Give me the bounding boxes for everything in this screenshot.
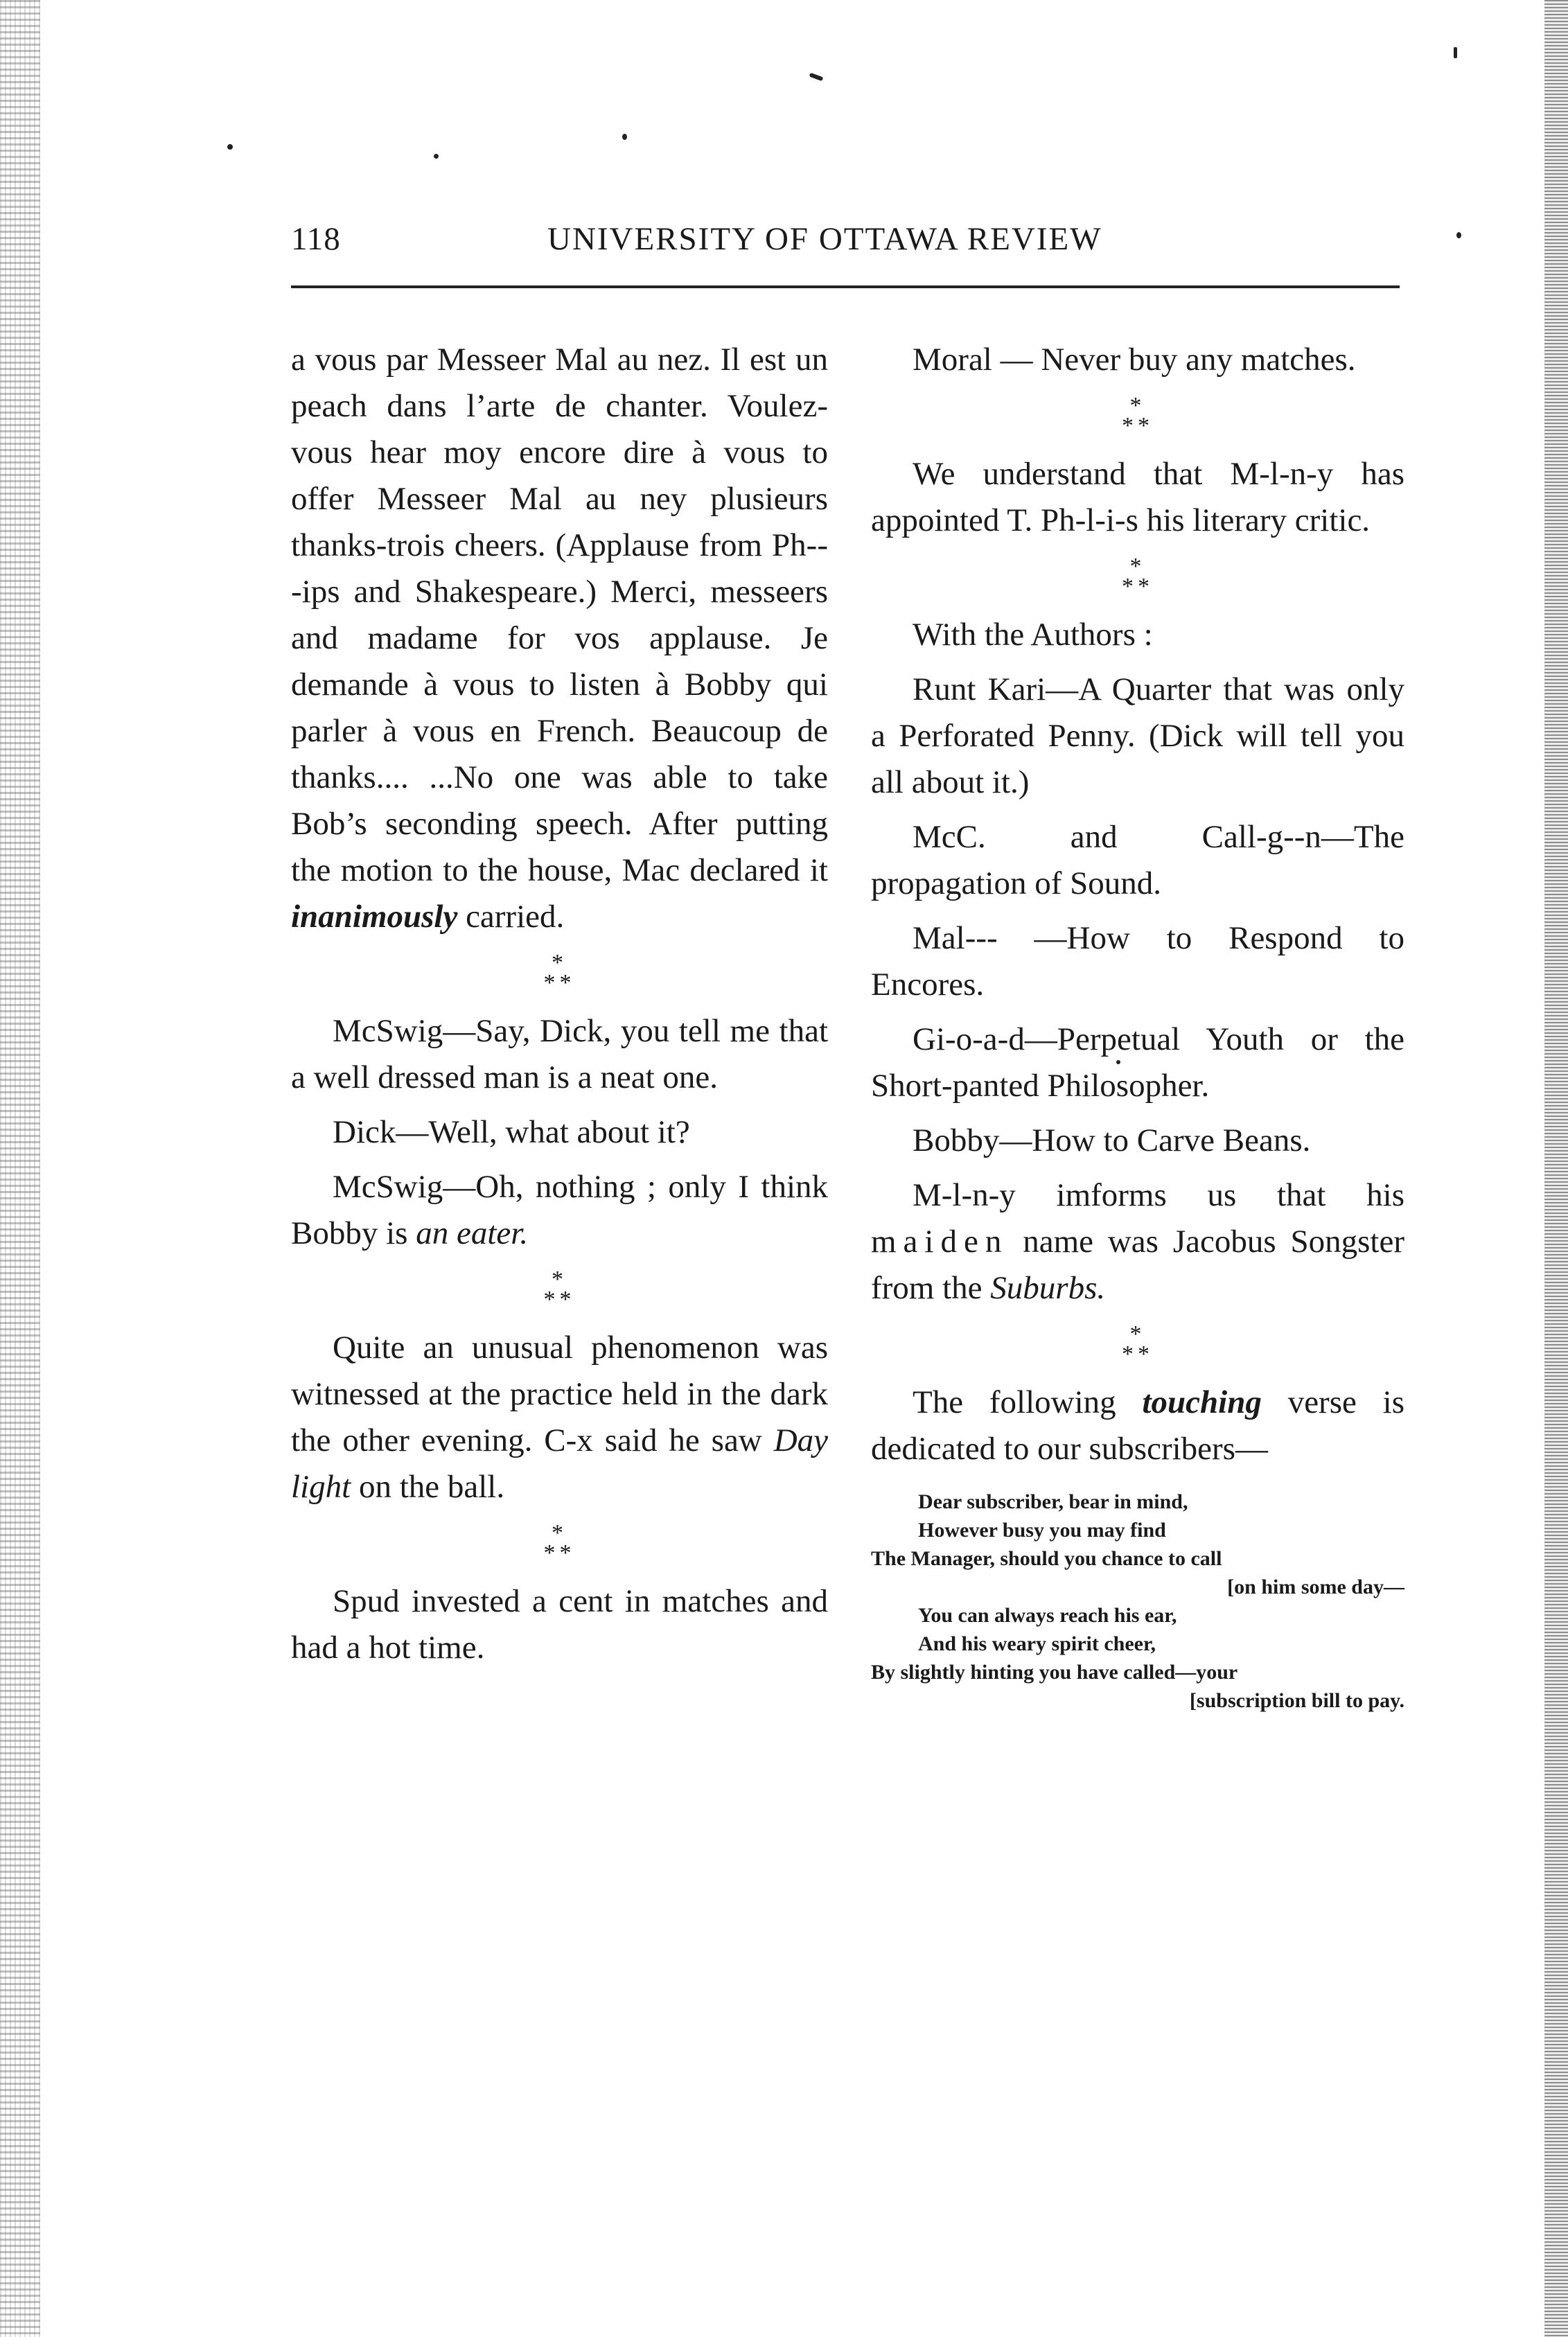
scan-speck <box>1456 232 1461 238</box>
page-number: 118 <box>291 221 341 257</box>
paragraph: Runt Kari—A Quarter that was only a Perforated Penny. (Dick will tell you all about it.) <box>871 671 1404 800</box>
section-separator: * ** <box>1122 393 1154 439</box>
emphasis: Day light <box>291 1422 829 1505</box>
paragraph: Mal--- —How to Respond to Encores. <box>871 920 1404 1003</box>
paragraph: The following touching verse is dedicated to our subscribers— <box>871 1384 1405 1467</box>
right-column <box>871 337 1404 1715</box>
scan-speck <box>809 73 824 81</box>
paragraph: Gi-o-a-d—Perpetual Youth or the Short-panted Philosopher. <box>871 1021 1404 1104</box>
paragraph: M-l-n-y imforms us that his maiden name was Jacobus Songster from the Suburbs. <box>871 1177 1404 1306</box>
scan-speck <box>622 134 627 140</box>
scan-speck <box>227 144 233 150</box>
scan-speck <box>1454 47 1457 58</box>
scanned-right-edge <box>1544 0 1568 2337</box>
section-separator: * ** <box>543 950 576 996</box>
paragraph: a vous par Messeer Mal au nez. Il est un peach dans l’arte de chanter. Voulez-vous hear moy encore dire à vous to offer Messeer Mal au ney plusieurs thanks-trois cheers. (Applause from Ph---ips and Shakespeare.) Merci, messeers and madame for vos applause. Je demande à vous to listen à Bobby qui parler à vous en French. Beaucoup de thanks.... ...No one was able to take Bob’s seconding speech. After putting the motion to the house, Mac declared it inanimously carried. <box>291 342 828 935</box>
header-rule <box>291 285 1400 288</box>
scanned-left-edge <box>0 0 40 2337</box>
emphasis: an eater. <box>416 1215 529 1251</box>
paragraph: McC. and Call-g--n—The propagation of Sound. <box>871 819 1404 901</box>
verse <box>871 1488 1404 1715</box>
paragraph: Spud invested a cent in matches and had a hot time. <box>291 1583 828 1666</box>
left-column <box>291 337 828 1671</box>
verse-line: And his weary spirit cheer, <box>918 1632 1156 1655</box>
section-separator: * ** <box>1122 554 1154 599</box>
section-separator: * ** <box>543 1267 576 1312</box>
paragraph: Quite an unusual phenomenon was witnessed at the practice held in the dark the other evening. C-x said he saw Day light on the ball. <box>291 1330 829 1505</box>
spaced-word: maiden <box>871 1224 1009 1260</box>
paragraph: We understand that M-l-n-y has appointed T. Ph-l-i-s his literary critic. <box>871 456 1404 538</box>
verse-line: [on him some day— <box>1227 1576 1404 1598</box>
section-separator: * ** <box>1122 1321 1154 1367</box>
running-title: UNIVERSITY OF OTTAWA REVIEW <box>547 221 1102 257</box>
scan-speck <box>434 154 439 159</box>
emphasis: inanimously <box>291 899 458 935</box>
verse-line: [subscription bill to pay. <box>1189 1689 1404 1712</box>
paragraph: McSwig—Oh, nothing ; only I think Bobby is an eater. <box>291 1169 828 1251</box>
paragraph: Moral — Never buy any matches. <box>913 342 1356 378</box>
emphasis: touching <box>1142 1384 1262 1420</box>
verse-line: Dear subscriber, bear in mind, <box>918 1490 1188 1513</box>
verse-line: You can always reach his ear, <box>918 1604 1177 1627</box>
paragraph: McSwig—Say, Dick, you tell me that a well dressed man is a neat one. <box>291 1013 828 1095</box>
verse-line: By slightly hinting you have called—your <box>871 1661 1238 1684</box>
paragraph: Bobby—How to Carve Beans. <box>913 1122 1311 1158</box>
emphasis: Suburbs. <box>990 1270 1106 1306</box>
paragraph: With the Authors : <box>913 617 1153 653</box>
paragraph: Dick—Well, what about it? <box>333 1114 690 1150</box>
section-separator: * ** <box>543 1520 576 1566</box>
verse-line: The Manager, should you chance to call <box>871 1547 1222 1570</box>
page-header <box>291 220 1396 259</box>
verse-line: However busy you may find <box>918 1519 1166 1542</box>
